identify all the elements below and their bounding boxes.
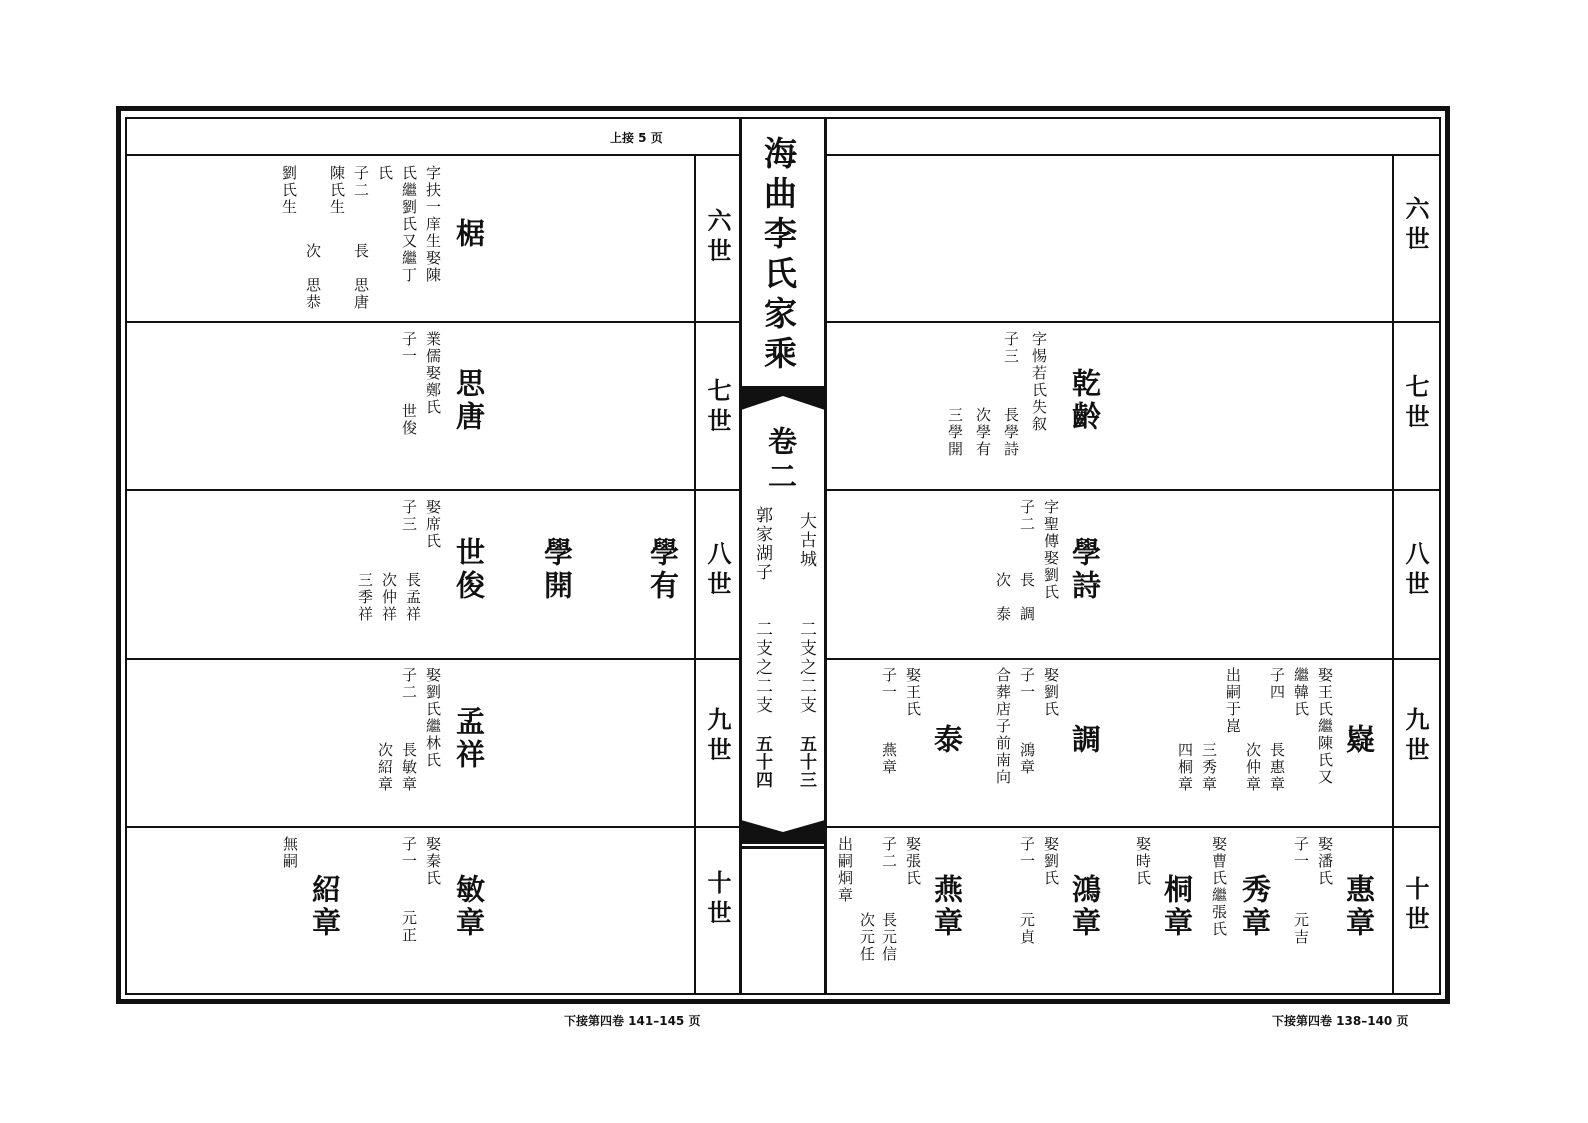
child-entry: 長敏章 (400, 742, 418, 793)
note-line: 子一 (1018, 667, 1036, 701)
continued-from: 上接 5 页 (610, 131, 663, 145)
child-entry: 長學詩 (1002, 407, 1020, 458)
child-entry: 次元任 (858, 912, 876, 963)
note-line: 氏 (376, 165, 394, 182)
header-line-right (826, 154, 1439, 156)
child-entry: 元吉 (1292, 912, 1310, 946)
page-number-2: 五十四 (752, 735, 772, 789)
child-entry: 次仲章 (1244, 742, 1262, 793)
continued-to-left: 下接第四卷 141–145 页 (564, 1014, 701, 1028)
note-line: 無嗣 (281, 836, 299, 870)
gen-label-8: 八世 (703, 541, 732, 601)
person-name: 鴻章 (1068, 874, 1102, 940)
child-entry: 長 調 (1018, 572, 1036, 623)
volume-label: 卷二 (764, 426, 798, 496)
child-entry: 長元信 (880, 912, 898, 963)
note-line: 娶王氏 (904, 667, 922, 718)
gen-label-9: 九世 (1401, 707, 1430, 767)
gen-column-line-right (1392, 155, 1394, 993)
child-entry: 燕章 (880, 742, 898, 776)
person-name: 敏章 (452, 874, 486, 940)
note-line: 娶曹氏繼張氏 (1210, 836, 1228, 938)
spine-top-chevron (741, 388, 825, 418)
note-line: 子二 (880, 836, 898, 870)
person-name: 嶷 (1342, 724, 1376, 757)
note-line: 娶劉氏繼林氏 (424, 667, 442, 769)
note-line: 娶張氏 (904, 836, 922, 887)
note-line: 娶席氏 (424, 499, 442, 550)
note-line: 出嗣于崑 (1224, 667, 1242, 735)
note-line: 字惕若氏失叙 (1030, 331, 1048, 433)
note-line: 子二 (1018, 499, 1036, 533)
child-entry: 三秀章 (1200, 742, 1218, 793)
gen-label-7: 七世 (1401, 374, 1430, 434)
header-line-left (127, 154, 739, 156)
person-name: 學詩 (1068, 537, 1102, 603)
person-name: 泰 (930, 724, 964, 757)
person-name: 孟祥 (452, 706, 486, 772)
spine-line-right (824, 118, 827, 994)
note-line: 子三 (400, 499, 418, 533)
note-line: 子一 (1292, 836, 1310, 870)
person-name: 思唐 (452, 368, 486, 434)
note-line: 氏繼劉氏又繼丁 (400, 165, 418, 284)
person-name: 乾齡 (1068, 368, 1102, 434)
place-2: 郭家湖子 (752, 506, 772, 582)
person-name: 紹章 (308, 874, 342, 940)
child-entry: 三季祥 (356, 572, 374, 623)
gen-label-6: 六世 (703, 208, 732, 268)
person-name: 秀章 (1238, 874, 1272, 940)
child-entry: 元貞 (1018, 912, 1036, 946)
child-entry: 元正 (400, 910, 418, 944)
child-entry: 次 思恭 (304, 243, 322, 311)
person-name: 調 (1068, 724, 1102, 757)
note-line: 繼韓氏 (1292, 667, 1310, 718)
gen-label-6: 六世 (1401, 196, 1430, 256)
note-line: 劉氏生 (280, 165, 298, 216)
row-line (127, 321, 739, 323)
note-line: 子二 (400, 667, 418, 701)
note-line: 出嗣烔章 (836, 836, 854, 904)
spine-divider-bottom (741, 846, 825, 849)
gen-column-line-left (694, 155, 696, 993)
gen-label-7: 七世 (703, 378, 732, 438)
continued-to-right: 下接第四卷 138–140 页 (1272, 1014, 1409, 1028)
note-line: 娶潘氏 (1316, 836, 1334, 887)
person-name: 學開 (540, 537, 574, 603)
page-number-1: 五十三 (796, 735, 816, 789)
book-title: 海曲李氏家乘 (759, 136, 798, 376)
note-line: 娶劉氏 (1042, 667, 1060, 718)
note-line: 子一 (400, 331, 418, 365)
child-entry: 鴻章 (1018, 742, 1036, 776)
note-line: 陳氏生 (328, 165, 346, 216)
note-line: 子四 (1268, 667, 1286, 701)
note-line: 子一 (400, 836, 418, 870)
person-name: 學有 (646, 537, 680, 603)
row-line (826, 658, 1439, 660)
person-name: 桐章 (1160, 874, 1194, 940)
note-line: 娶時氏 (1134, 836, 1152, 887)
row-line (826, 826, 1439, 828)
child-entry: 三學開 (946, 407, 964, 458)
branch-2: 二支之二支 (752, 620, 772, 715)
note-line: 娶秦氏 (424, 836, 442, 887)
note-line: 子二 (352, 165, 370, 199)
child-entry: 次學有 (974, 407, 992, 458)
child-entry: 次紹章 (376, 742, 394, 793)
note-line: 娶劉氏 (1042, 836, 1060, 887)
child-entry: 長惠章 (1268, 742, 1286, 793)
child-entry: 長 思唐 (352, 243, 370, 311)
person-name: 惠章 (1342, 874, 1376, 940)
row-line (826, 321, 1439, 323)
person-name: 燕章 (930, 874, 964, 940)
person-name: 世俊 (452, 537, 486, 603)
row-line (826, 489, 1439, 491)
child-entry: 次 泰 (994, 572, 1012, 623)
row-line (127, 489, 739, 491)
note-line: 子一 (1018, 836, 1036, 870)
child-entry: 次仲祥 (380, 572, 398, 623)
branch-1: 二支之二支 (796, 620, 816, 715)
child-entry: 世俊 (400, 403, 418, 437)
note-line: 業儒娶鄭氏 (424, 331, 442, 416)
row-line (127, 658, 739, 660)
note-line: 子一 (880, 667, 898, 701)
gen-label-9: 九世 (703, 707, 732, 767)
place-1: 大古城 (796, 512, 816, 569)
gen-label-10: 十世 (1401, 876, 1430, 936)
gen-label-10: 十世 (703, 870, 732, 930)
note-line: 合葬店子前南向 (994, 667, 1012, 786)
child-entry: 長孟祥 (404, 572, 422, 623)
note-line: 娶王氏繼陳氏又 (1316, 667, 1334, 786)
note-line: 字扶一庠生娶陳 (424, 165, 442, 284)
spine-line-left (739, 118, 742, 994)
note-line: 子三 (1002, 331, 1020, 365)
gen-label-8: 八世 (1401, 541, 1430, 601)
child-entry: 四桐章 (1176, 742, 1194, 793)
row-line (127, 826, 739, 828)
note-line: 字聖傳娶劉氏 (1042, 499, 1060, 601)
person-name: 椐 (452, 218, 486, 251)
